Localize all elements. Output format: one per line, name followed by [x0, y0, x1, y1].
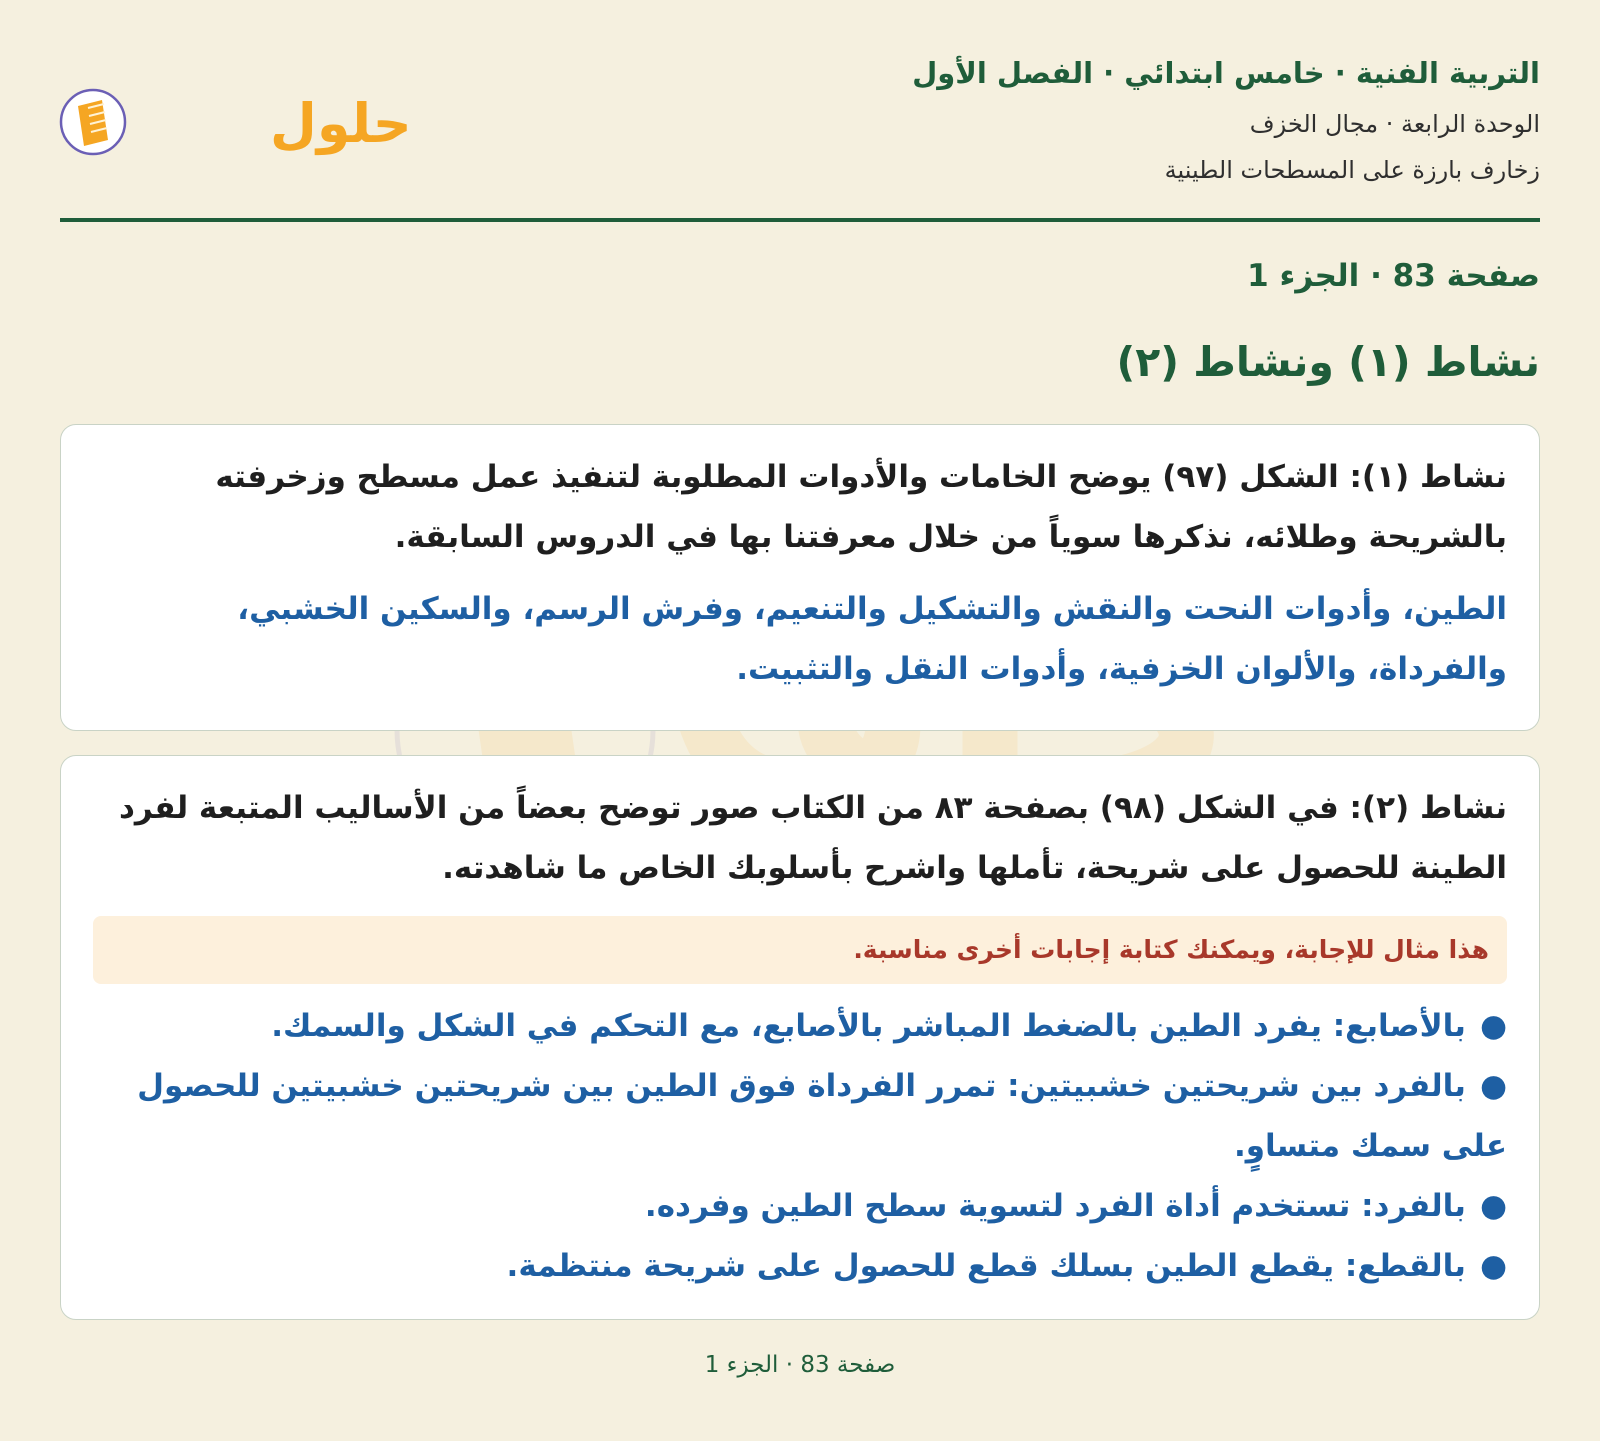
list-item: [93, 1056, 1507, 1176]
activity-1-question: نشاط (١): الشكل (٩٧) يوضح الخامات والأدوات المطلوبة لتنفيذ عمل مسطح وزخرفته بالشريحة وطلائه، نذكرها سوياً من خلال معرفتنا بها في الدروس السابقة.: [215, 459, 1507, 555]
bullet-icon: ●: [1479, 1188, 1507, 1224]
bullet-icon: ●: [1479, 1068, 1507, 1104]
section-title: نشاط (١) ونشاط (٢): [1116, 338, 1540, 386]
unit-subtitle: الوحدة الرابعة · مجال الخزف: [1249, 110, 1540, 138]
hulul-logo[interactable]: [60, 76, 412, 166]
list-item: [93, 996, 1507, 1056]
activity-2-card: [60, 755, 1540, 1320]
bullet-icon: ●: [1479, 1248, 1507, 1284]
activity-1-answer: الطين، وأدوات النحت والنقش والتشكيل والتنعيم، وفرش الرسم، والسكين الخشبي، والفرداة، والألوان الخزفية، وأدوات النقل والتثبيت.: [237, 591, 1507, 687]
logo-text: حلول: [270, 92, 412, 155]
page-footer: صفحة 83 · الجزء 1: [704, 1352, 896, 1378]
header: [60, 52, 1540, 222]
list-item-text: بالفرد: تستخدم أداة الفرد لتسوية سطح الطين وفرده.: [644, 1188, 1466, 1224]
bullet-icon: ●: [1479, 1008, 1507, 1044]
activity-1-card: [60, 424, 1540, 731]
example-answer-note: هذا مثال للإجابة، ويمكنك كتابة إجابات أخرى مناسبة.: [93, 916, 1507, 984]
list-item: [93, 1236, 1507, 1296]
answer-list: [93, 996, 1507, 1296]
list-item: [93, 1176, 1507, 1236]
page-reference: صفحة 83 · الجزء 1: [1247, 258, 1540, 294]
list-item-text: بالقطع: يقطع الطين بسلك قطع للحصول على شريحة منتظمة.: [506, 1248, 1466, 1284]
list-item-text: بالفرد بين شريحتين خشبيتين: تمرر الفرداة فوق الطين بين شريحتين خشبيتين للحصول على سمك متساوٍ.: [137, 1068, 1507, 1164]
header-divider: [60, 218, 1540, 222]
list-item-text: بالأصابع: يفرد الطين بالضغط المباشر بالأصابع، مع التحكم في الشكل والسمك.: [271, 1008, 1466, 1044]
subject-title: التربية الفنية · خامس ابتدائي · الفصل الأول: [912, 56, 1540, 90]
activity-2-question: نشاط (٢): في الشكل (٩٨) بصفحة ٨٣ من الكتاب صور توضح بعضاً من الأساليب المتبعة لفرد الطينة للحصول على شريحة، تأملها واشرح بأسلوبك الخاص ما شاهدته.: [118, 790, 1507, 886]
page: [60, 0, 1540, 1441]
lesson-subtitle: زخارف بارزة على المسطحات الطينية: [1164, 156, 1540, 184]
